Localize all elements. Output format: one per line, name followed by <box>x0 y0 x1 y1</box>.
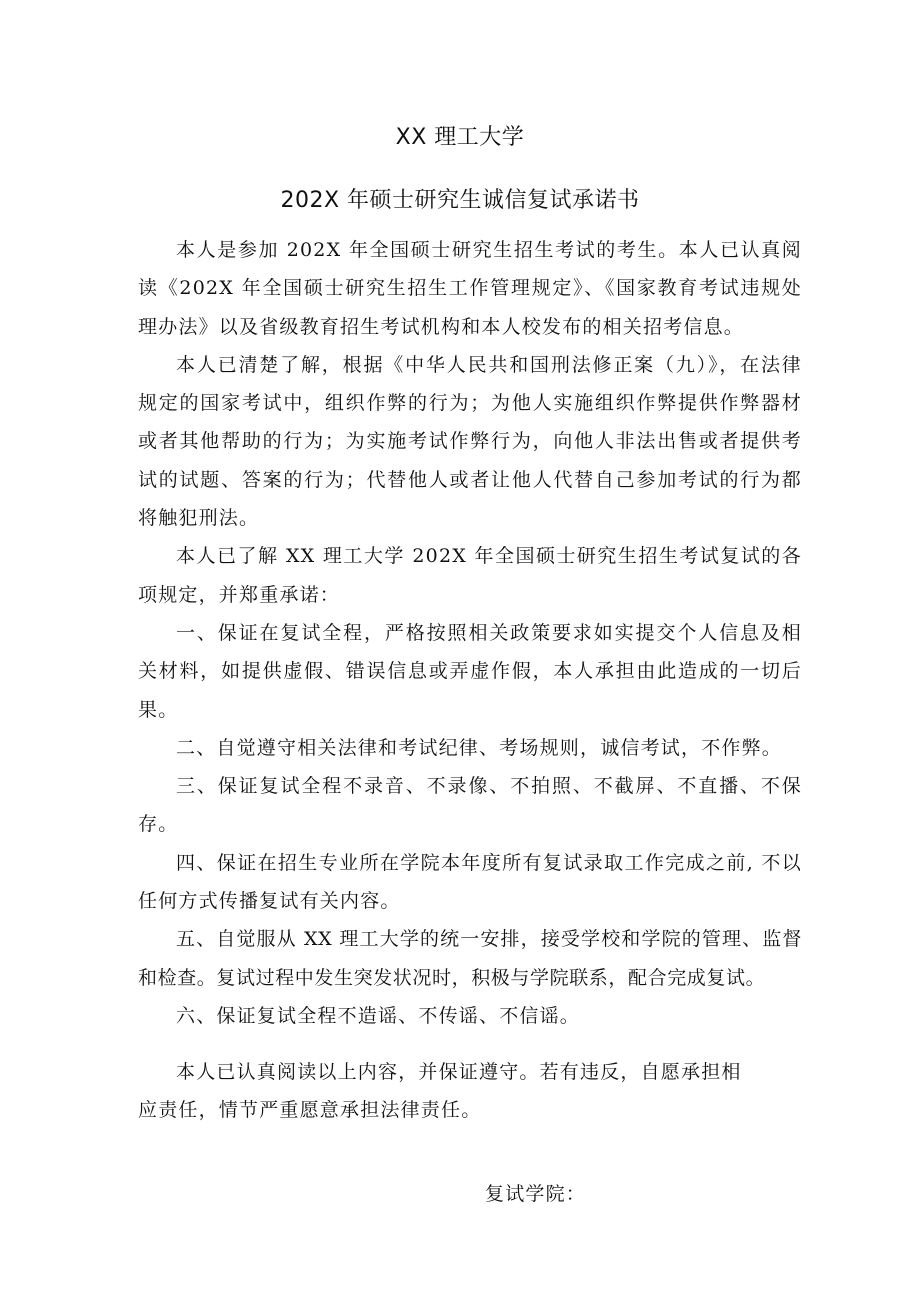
pledge-item-1: 一、保证在复试全程，严格按照相关政策要求如实提交个人信息及相关材料，如提供虚假、错误信息或弄虚作假，本人承担由此造成的一切后果。 <box>138 621 802 721</box>
document-body <box>138 231 802 1035</box>
closing-line-1: 本人已认真阅读以上内容，并保证遵守。若有违反，自愿承担相 <box>176 1061 742 1083</box>
pledge-item-6: 六、保证复试全程不造谣、不传谣、不信谣。 <box>176 1004 581 1027</box>
pledge-item-5: 五、自觉服从 XX 理工大学的统一安排，接受学校和学院的管理、监督和检查。复试过程中发生突发状况时，积极与学院联系，配合完成复试。 <box>138 928 802 989</box>
university-title: XX 理工大学 <box>395 125 525 150</box>
paragraph-criminal-law: 本人已清楚了解，根据《中华人民共和国刑法修正案（九）》，在法律规定的国家考试中，组织作弊的行为；为他人实施组织作弊提供作弊器材或者其他帮助的行为；为实施考试作弊行为，向他人非法出售或者提供考试的试题、答案的行为；代替他人或者让他人代替自己参加考试的行为都将触犯刑法。 <box>138 353 802 530</box>
document-title: 202X 年硕士研究生诚信复试承诺书 <box>280 188 640 213</box>
pledge-item-4: 四、保证在招生专业所在学院本年度所有复试录取工作完成之前, 不以任何方式传播复试有关内容。 <box>138 851 802 913</box>
paragraph-intro: 本人是参加 202X 年全国硕士研究生招生考试的考生。本人已认真阅读《202X 年全国硕士研究生招生工作管理规定》、《国家教育考试违规处理办法》以及省级教育招生考试机构和本人校发布的相关招考信息。 <box>138 239 802 338</box>
pledge-item-2: 二、自觉遵守相关法律和考试纪律、考场规则，诚信考试，不作弊。 <box>176 736 783 759</box>
paragraph-pledge-intro: 本人已了解 XX 理工大学 202X 年全国硕士研究生招生考试复试的各项规定，并郑重承诺： <box>138 545 802 606</box>
closing-statement <box>138 1053 778 1130</box>
pledge-item-3: 三、保证复试全程不录音、不录像、不拍照、不截屏、不直播、不保存。 <box>138 775 802 836</box>
signature-college-label: 复试学院： <box>485 1183 587 1205</box>
closing-line-2: 应责任，情节严重愿意承担法律责任。 <box>138 1099 482 1122</box>
